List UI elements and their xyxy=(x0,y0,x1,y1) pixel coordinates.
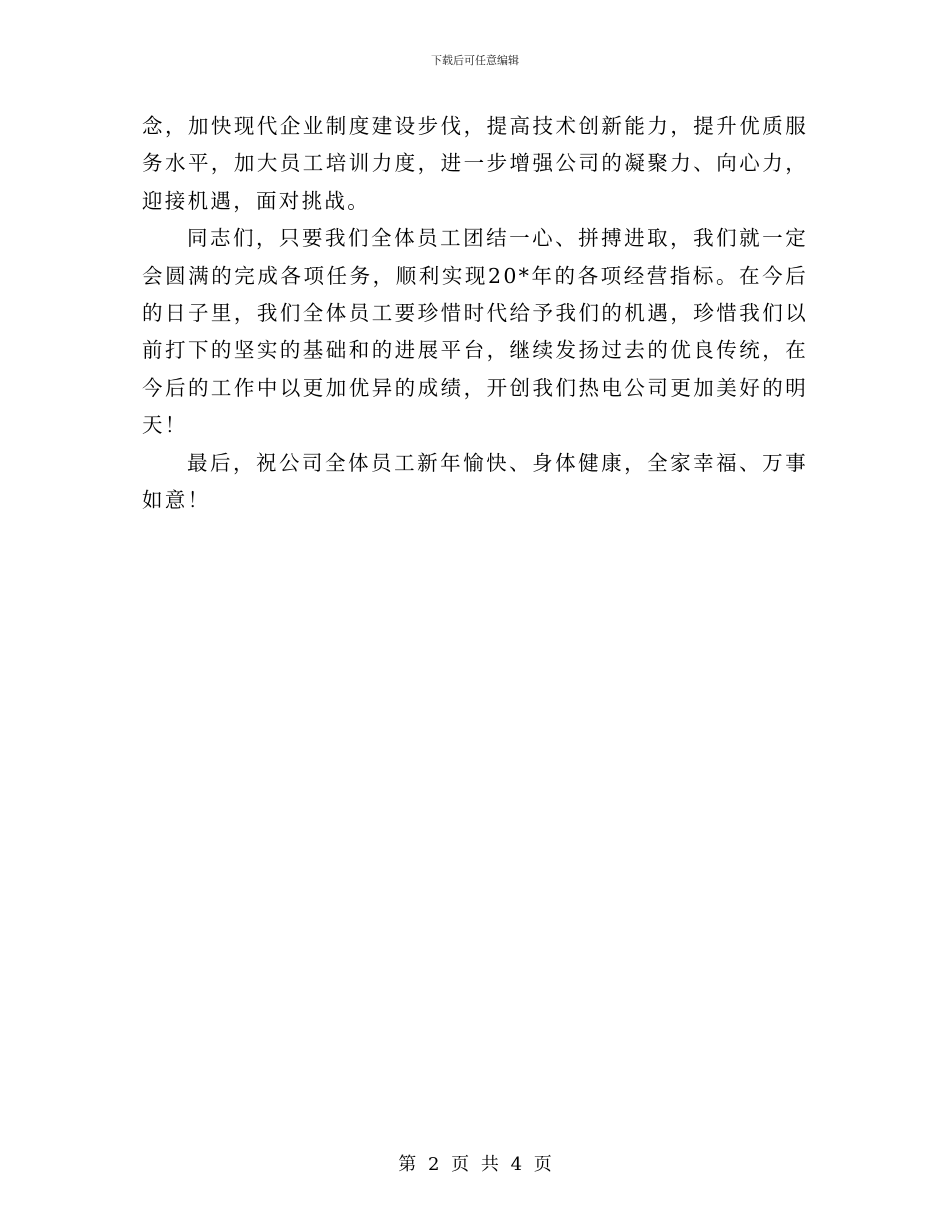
paragraph-continuation: 念，加快现代企业制度建设步伐，提高技术创新能力，提升优质服务水平，加大员工培训力度，进一步增强公司的凝聚力、向心力，迎接机遇，面对挑战。 xyxy=(142,114,808,213)
paragraph-closing-wishes: 最后，祝公司全体员工新年愉快、身体健康，全家幸福、万事如意！ xyxy=(142,450,808,513)
page-header: 下载后可任意编辑 xyxy=(431,54,519,67)
paragraph-comrades: 同志们，只要我们全体员工团结一心、拼搏进取，我们就一定会圆满的完成各项任务，顺利实现20*年的各项经营指标。在今后的日子里，我们全体员工要珍惜时代给予我们的机遇，珍惜我们以前打下的坚实的基础和的进展平台，继续发扬过去的优良传统，在今后的工作中以更加优异的成绩，开创我们热电公司更加美好的明天！ xyxy=(142,226,808,438)
document-body xyxy=(142,108,808,519)
page-number-footer: 第 2 页 共 4 页 xyxy=(398,1154,552,1175)
